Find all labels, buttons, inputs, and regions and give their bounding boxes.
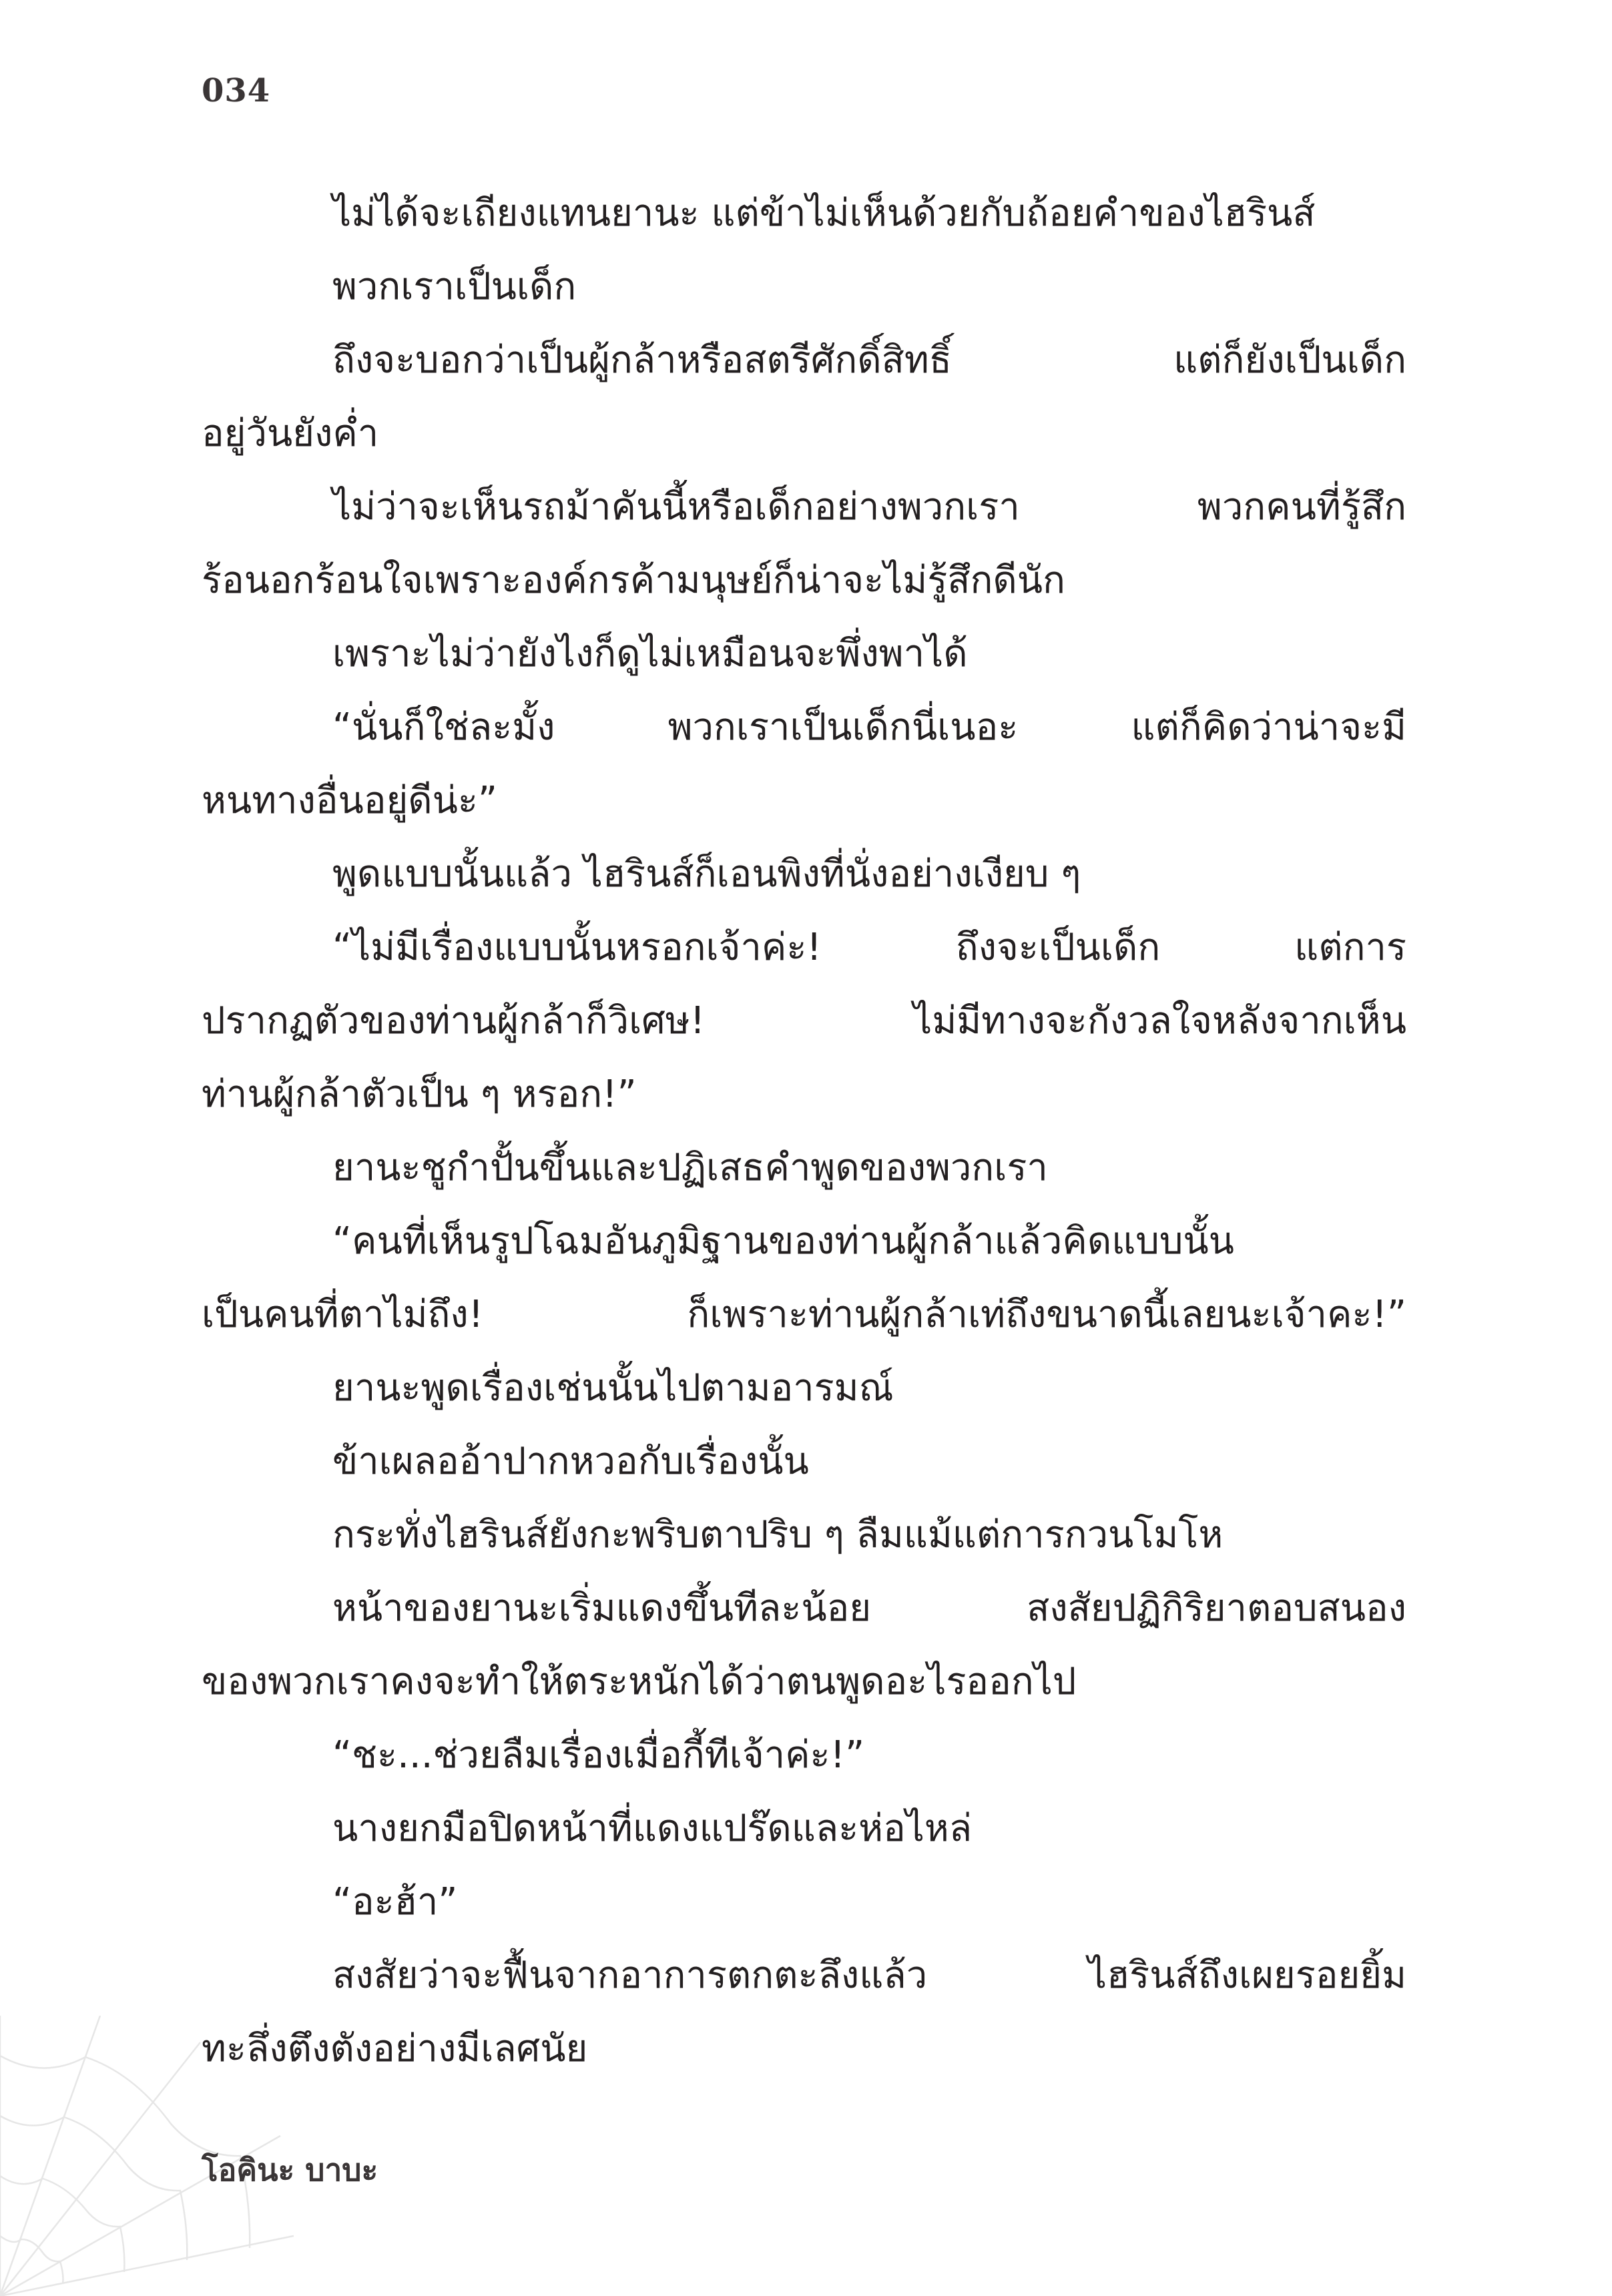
text-line: ท่านผู้กล้าตัวเป็น ๆ หรอก!” xyxy=(202,1073,637,1116)
text-line: หน้าของยานะเริ่มแดงขึ้นทีละน้อย สงสัยปฏิกิริยาตอบสนอง xyxy=(332,1587,1406,1630)
text-line: ไม่ได้จะเถียงแทนยานะ แต่ข้าไม่เห็นด้วยกับถ้อยคำของไฮรินส์ xyxy=(332,192,1316,235)
text-line: เพราะไม่ว่ายังไงก็ดูไม่เหมือนจะพึ่งพาได้ xyxy=(332,632,968,675)
text-line: ปรากฏตัวของท่านผู้กล้าก็วิเศษ! ไม่มีทางจะกังวลใจหลังจากเห็น xyxy=(202,999,1406,1043)
text-line: “อะฮ้า” xyxy=(332,1880,458,1924)
body-text xyxy=(202,177,1406,2086)
text-line: อยู่วันยังค่ำ xyxy=(202,412,379,455)
text-line: สงสัยว่าจะฟื้นจากอาการตกตะลึงแล้ว ไฮรินส์ถึงเผยรอยยิ้ม xyxy=(332,1954,1406,1997)
page-number: 034 xyxy=(202,72,271,109)
text-line: ยานะชูกำปั้นขึ้นและปฏิเสธคำพูดของพวกเรา xyxy=(332,1146,1048,1189)
text-line: ยานะพูดเรื่องเช่นนั้นไปตามอารมณ์ xyxy=(332,1366,894,1410)
text-line: “ชะ...ช่วยลืมเรื่องเมื่อกี้ทีเจ้าค่ะ!” xyxy=(332,1733,865,1777)
text-line: ของพวกเราคงจะทำให้ตระหนักได้ว่าตนพูดอะไรออกไป xyxy=(202,1660,1077,1703)
text-line: “คนที่เห็นรูปโฉมอันภูมิฐานของท่านผู้กล้าแล้วคิดแบบนั้น xyxy=(332,1219,1234,1263)
text-line: ข้าเผลออ้าปากหวอกับเรื่องนั้น xyxy=(332,1440,809,1483)
text-line: หนทางอื่นอยู่ดีน่ะ” xyxy=(202,779,497,822)
text-line: พูดแบบนั้นแล้ว ไฮรินส์ก็เอนพิงที่นั่งอย่างเงียบ ๆ xyxy=(332,852,1081,896)
text-line: นางยกมือปิดหน้าที่แดงแปร๊ดและห่อไหล่ xyxy=(332,1807,973,1850)
text-line: “ไม่มีเรื่องแบบนั้นหรอกเจ้าค่ะ! ถึงจะเป็นเด็ก แต่การ xyxy=(332,926,1406,969)
text-line: พวกเราเป็นเด็ก xyxy=(332,265,577,308)
text-line: “นั่นก็ใช่ละมั้ง พวกเราเป็นเด็กนี่เนอะ แต่ก็คิดว่าน่าจะมี xyxy=(332,705,1406,749)
text-line: กระทั่งไฮรินส์ยังกะพริบตาปริบ ๆ ลืมแม้แต่การกวนโมโห xyxy=(332,1513,1224,1556)
text-line: ถึงจะบอกว่าเป็นผู้กล้าหรือสตรีศักดิ์สิทธิ์ แต่ก็ยังเป็นเด็ก xyxy=(332,338,1406,382)
text-line: ร้อนอกร้อนใจเพราะองค์กรค้ามนุษย์ก็น่าจะไม่รู้สึกดีนัก xyxy=(202,559,1065,602)
text-line: ไม่ว่าจะเห็นรถม้าคันนี้หรือเด็กอย่างพวกเรา พวกคนที่รู้สึก xyxy=(332,485,1406,529)
author-footer: โอคินะ บาบะ xyxy=(202,2152,378,2188)
text-line: ทะลึ่งตึงตังอย่างมีเลศนัย xyxy=(202,2027,588,2070)
text-line: เป็นคนที่ตาไม่ถึง! ก็เพราะท่านผู้กล้าเท่ถึงขนาดนี้เลยนะเจ้าคะ!” xyxy=(202,1293,1406,1336)
